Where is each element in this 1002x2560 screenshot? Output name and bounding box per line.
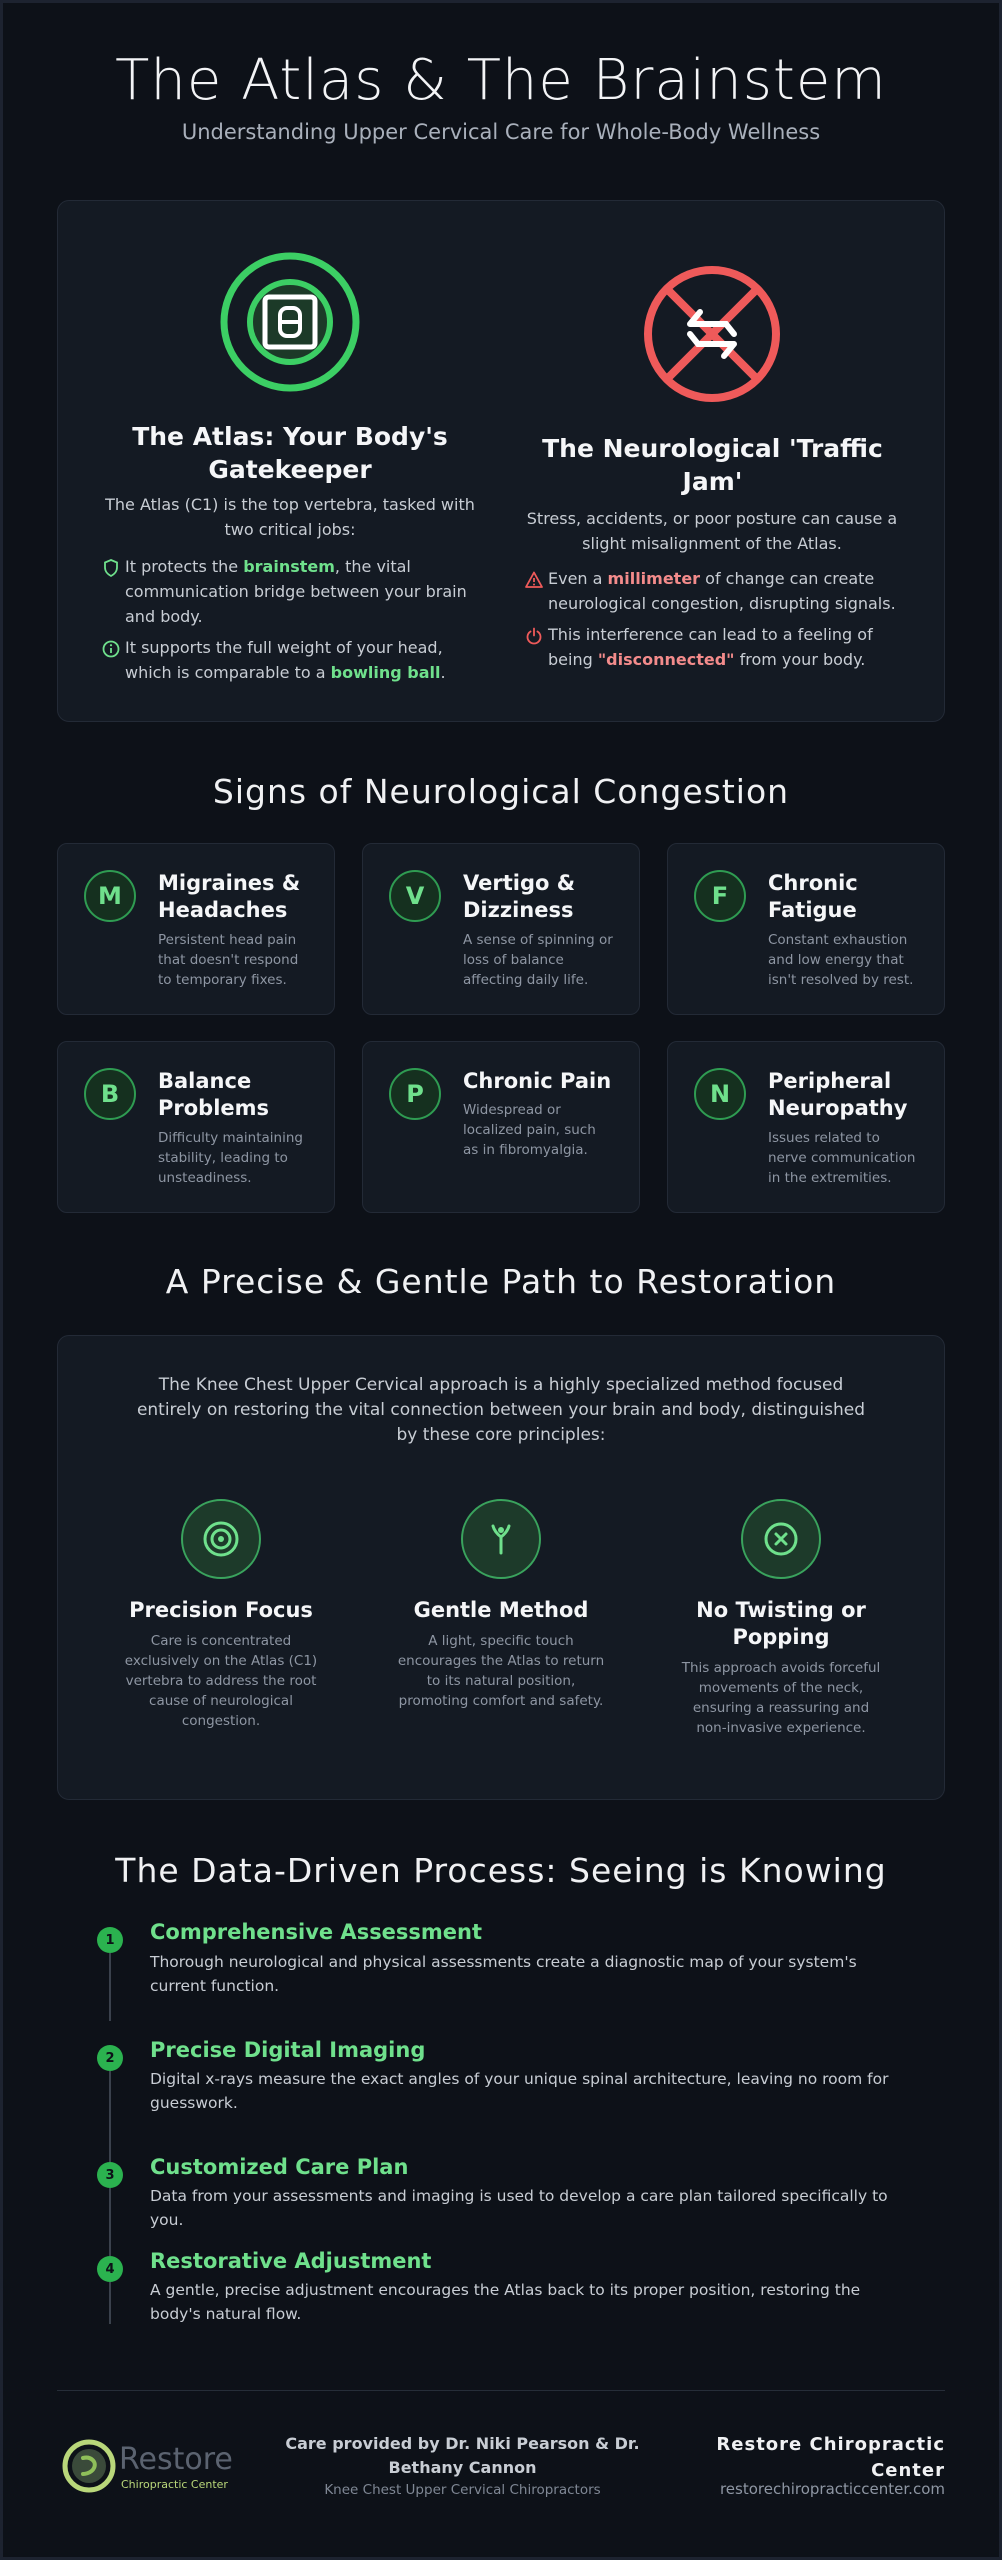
principle-title: No Twisting or Popping xyxy=(696,1598,866,1649)
principle-title: Precision Focus xyxy=(129,1598,313,1622)
info-icon xyxy=(97,639,125,659)
blocked-signal-icon xyxy=(640,262,784,406)
power-icon xyxy=(520,626,548,646)
sign-card-title: Balance Problems xyxy=(158,1069,270,1120)
step-title: Precise Digital Imaging xyxy=(150,2038,426,2062)
page-subtitle: Understanding Upper Cervical Care for Whole-Body Wellness xyxy=(181,120,821,144)
traffic-bullet-2 xyxy=(520,622,915,672)
traffic-bullet-1-highlight: millimeter xyxy=(607,569,701,588)
sign-card-desc: A sense of spinning or loss of balance affecting daily life. xyxy=(463,932,613,988)
step-desc: Data from your assessments and imaging is used to develop a care plan tailored specifically to you. xyxy=(150,2187,888,2229)
atlas-bullet-1-text: It protects the xyxy=(125,557,244,576)
step-desc: Digital x-rays measure the exact angles of your unique spinal architecture, leaving no room for guesswork. xyxy=(150,2070,889,2112)
sign-card-vertigo xyxy=(362,843,640,1015)
principle-icon-circle xyxy=(181,1499,261,1579)
sign-card-title: Peripheral Neuropathy xyxy=(768,1069,908,1120)
step-number-badge: 3 xyxy=(97,2162,123,2188)
step-title: Customized Care Plan xyxy=(150,2155,409,2179)
atlas-bullet-2-text: It supports the full weight of your head, which is comparable to a xyxy=(125,638,443,682)
sign-letter-badge: M xyxy=(84,870,136,922)
sign-card-title: Chronic Pain xyxy=(463,1069,612,1093)
principle-icon-circle xyxy=(741,1499,821,1579)
step-number-badge: 4 xyxy=(97,2256,123,2282)
footer-website-link[interactable]: restorechiropracticcenter.com xyxy=(719,2480,945,2498)
sign-card-title: Chronic Fatigue xyxy=(768,871,858,922)
sign-card-desc: Issues related to nerve communication in the extremities. xyxy=(768,1130,916,1186)
footer-logo xyxy=(57,2436,247,2496)
sign-letter-badge: P xyxy=(389,1068,441,1120)
atlas-bullet-1 xyxy=(97,554,487,629)
atlas-vertebra-icon xyxy=(218,250,362,394)
principle-desc: Care is concentrated exclusively on the Atlas (C1) vertebra to address the root cause of neurological congestion. xyxy=(124,1633,318,1729)
sign-card-desc: Constant exhaustion and low energy that isn't resolved by rest. xyxy=(768,932,914,988)
traffic-bullet-2-text-end: from your body. xyxy=(734,650,866,669)
traffic-bullet-1-text-end: of change can create neurological congestion, disrupting signals. xyxy=(548,569,896,613)
atlas-title: The Atlas: Your Body's Gatekeeper xyxy=(132,422,448,484)
sign-letter-badge: V xyxy=(389,870,441,922)
logo-name: Restore xyxy=(119,2442,233,2477)
process-section-title: The Data-Driven Process: Seeing is Knowing xyxy=(115,1851,887,1890)
logo-mark-icon xyxy=(61,2438,117,2494)
traffic-intro: Stress, accidents, or poor posture can cause a slight misalignment of the Atlas. xyxy=(526,509,898,553)
traffic-bullet-2-highlight: "disconnected" xyxy=(597,650,735,669)
atlas-bullet-1-highlight: brainstem xyxy=(243,557,335,576)
step-title: Comprehensive Assessment xyxy=(150,1920,483,1944)
target-icon xyxy=(183,1501,259,1577)
warning-icon xyxy=(520,570,548,590)
step-desc: A gentle, precise adjustment encourages the Atlas back to its proper position, restoring the body's natural flow. xyxy=(150,2281,861,2323)
sign-card-neuropathy xyxy=(667,1041,945,1213)
step-title: Restorative Adjustment xyxy=(150,2249,432,2273)
step-desc: Thorough neurological and physical assessments create a diagnostic map of your system's current function. xyxy=(150,1953,857,1995)
sign-card-desc: Difficulty maintaining stability, leading to unsteadiness. xyxy=(158,1130,303,1186)
step-number-badge: 2 xyxy=(97,2045,123,2071)
footer-center-name: Restore Chiropractic Center xyxy=(716,2434,945,2481)
page-title: The Atlas & The Brainstem xyxy=(115,48,887,113)
signs-section-title: Signs of Neurological Congestion xyxy=(212,772,790,811)
principle-desc: This approach avoids forceful movements of the neck, ensuring a reassuring and non-invasive experience. xyxy=(681,1660,881,1736)
footer-providers: Care provided by Dr. Niki Pearson & Dr. Bethany Cannon xyxy=(285,2434,640,2477)
atlas-intro: The Atlas (C1) is the top vertebra, tasked with two critical jobs: xyxy=(105,495,475,539)
path-section-title: A Precise & Gentle Path to Restoration xyxy=(165,1262,837,1301)
sign-letter-badge: B xyxy=(84,1068,136,1120)
traffic-bullet-1-text: Even a xyxy=(548,569,608,588)
path-intro: The Knee Chest Upper Cervical approach is a highly specialized method focused entirely on restoring the vital connection between your brain and body, distinguished by these core principles: xyxy=(136,1375,866,1445)
traffic-bullet-2-text: This interference can lead to a feeling of being xyxy=(548,625,873,669)
atlas-bullet-2 xyxy=(97,635,487,685)
footer-practice-type: Knee Chest Upper Cervical Chiropractors xyxy=(324,2482,601,2498)
shield-icon xyxy=(97,558,125,578)
sign-card-title: Migraines & Headaches xyxy=(158,871,301,922)
timeline-line xyxy=(109,2188,111,2256)
sign-card-title: Vertigo & Dizziness xyxy=(463,871,576,922)
logo-tagline: Chiropractic Center xyxy=(121,2478,228,2491)
sign-card-desc: Widespread or localized pain, such as in fibromyalgia. xyxy=(463,1102,596,1158)
sign-card-balance xyxy=(57,1041,335,1213)
principle-title: Gentle Method xyxy=(413,1598,589,1622)
footer-divider xyxy=(57,2390,945,2391)
hand-touch-icon xyxy=(463,1501,539,1577)
atlas-bullet-2-text-end: . xyxy=(440,663,446,682)
timeline-line xyxy=(109,2282,111,2324)
principle-icon-circle xyxy=(461,1499,541,1579)
sign-letter-badge: F xyxy=(694,870,746,922)
timeline-line xyxy=(109,1953,111,2021)
traffic-title: The Neurological 'Traffic Jam' xyxy=(542,434,883,496)
no-twist-icon xyxy=(743,1501,819,1577)
sign-letter-badge: N xyxy=(694,1068,746,1120)
timeline-line xyxy=(109,2071,111,2169)
sign-card-migraines xyxy=(57,843,335,1015)
sign-card-chronic-pain xyxy=(362,1041,640,1213)
sign-card-fatigue xyxy=(667,843,945,1015)
traffic-bullet-1 xyxy=(520,566,915,616)
atlas-bullet-1-text-end: , the vital communication bridge between your brain and body. xyxy=(125,557,467,626)
step-number-badge: 1 xyxy=(97,1927,123,1953)
principle-desc: A light, specific touch encourages the Atlas to return to its natural position, promoting comfort and safety. xyxy=(397,1633,605,1709)
atlas-bullet-2-highlight: bowling ball xyxy=(330,663,441,682)
sign-card-desc: Persistent head pain that doesn't respond to temporary fixes. xyxy=(158,932,299,988)
